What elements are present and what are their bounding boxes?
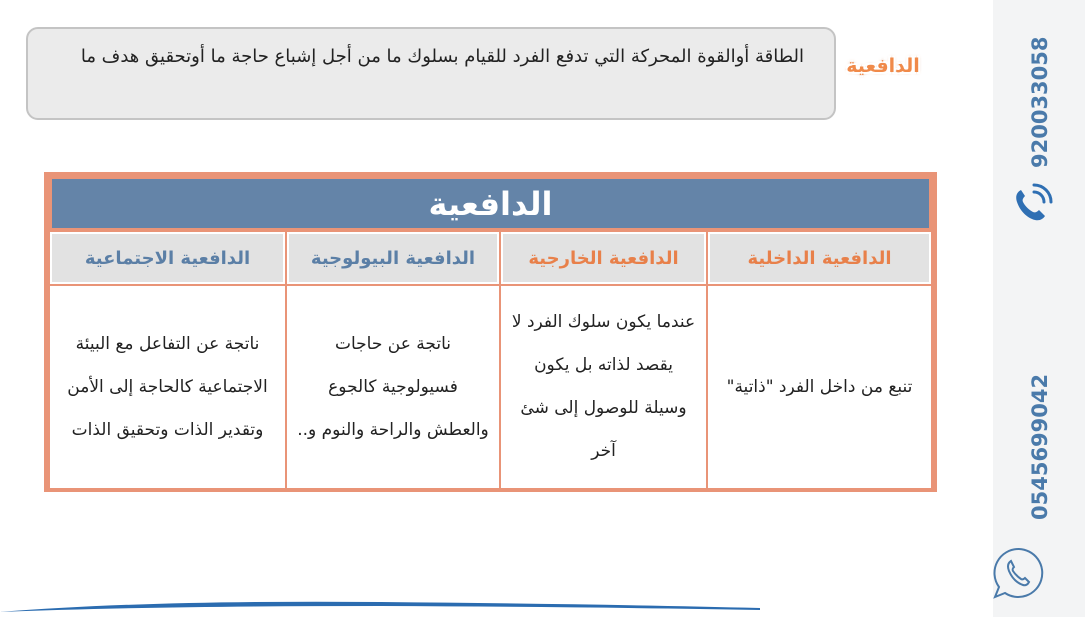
whatsapp-icon bbox=[991, 545, 1047, 601]
column-body-internal: تنبع من داخل الفرد "ذاتية" bbox=[708, 286, 931, 488]
column-heading-external: الدافعية الخارجية bbox=[501, 232, 706, 284]
column-heading-biological: الدافعية البيولوجية bbox=[287, 232, 499, 284]
definition-term-badge: الدافعية bbox=[846, 55, 920, 77]
column-biological bbox=[287, 232, 499, 488]
column-body-social: ناتجة عن التفاعل مع البيئة الاجتماعية كالحاجة إلى الأمن وتقدير الذات وتحقيق الذات bbox=[50, 286, 285, 488]
decorative-swoosh bbox=[0, 598, 760, 612]
phone-icon bbox=[1007, 180, 1055, 228]
column-external bbox=[501, 232, 706, 488]
column-internal bbox=[708, 232, 931, 488]
phone-number-2: 0545699042 bbox=[1028, 373, 1052, 520]
column-heading-social: الدافعية الاجتماعية bbox=[50, 232, 285, 284]
column-heading-internal: الدافعية الداخلية bbox=[708, 232, 931, 284]
definition-text: الطاقة أوالقوة المحركة التي تدفع الفرد للقيام بسلوك ما من أجل إشباع حاجة ما أوتحقيق هدف ما bbox=[80, 46, 804, 67]
table-title: الدافعية bbox=[50, 177, 931, 230]
column-body-biological: ناتجة عن حاجات فسيولوجية كالجوع والعطش والراحة والنوم و.. bbox=[287, 286, 499, 488]
column-social bbox=[50, 232, 285, 488]
column-body-external: عندما يكون سلوك الفرد لا يقصد لذاته بل يكون وسيلة للوصول إلى شئ آخر bbox=[501, 286, 706, 488]
motivation-table bbox=[44, 172, 937, 492]
phone-number-1: 920033058 bbox=[1028, 36, 1052, 168]
